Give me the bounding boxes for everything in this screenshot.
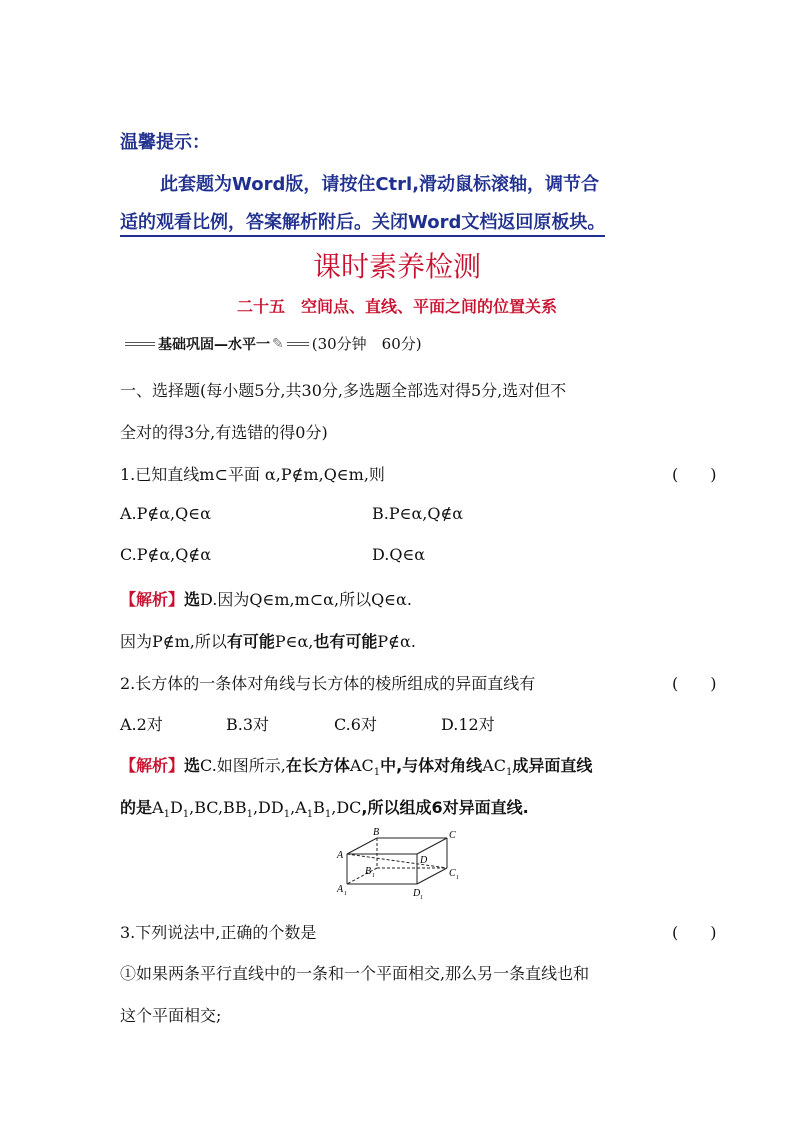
subscript: 1	[283, 809, 291, 821]
q2-analysis	[120, 753, 592, 778]
q2-answer-blank: ( )	[672, 674, 717, 693]
q2-stem: 2.长方体的一条体对角线与长方体的棱所组成的异面直线有	[120, 674, 536, 693]
subscript: 1	[324, 809, 332, 821]
q1-answer-blank: ( )	[672, 465, 717, 484]
q1-option-a: A.P∉α,Q∈α	[120, 504, 211, 523]
analysis-text-e: P∉α.	[377, 632, 416, 651]
level-label: 基础巩固—水平一	[158, 336, 270, 353]
label-d: D	[420, 855, 428, 866]
edge-b: B	[313, 798, 325, 817]
label-b1: B	[365, 866, 372, 877]
edge-list-rest: ,BC,BB	[189, 798, 247, 817]
q2-option-d: D.12对	[441, 715, 495, 734]
analysis-text-d: 也有可能	[313, 632, 378, 651]
analysis-text-c: P∈α,	[274, 632, 314, 651]
label-c1-sub: 1	[456, 875, 459, 881]
analysis-text-a: 因为P∉m,所以	[120, 632, 227, 651]
subscript: 1	[306, 809, 314, 821]
q1-analysis-line2	[120, 629, 416, 652]
analysis-label: 【解析】	[120, 590, 185, 609]
edge-sep: ,DD	[252, 798, 284, 817]
analysis-text-6: AC	[482, 756, 506, 775]
q3-answer-blank: ( )	[672, 923, 717, 942]
level-time: (30分钟 60分)	[311, 335, 422, 353]
label-b1-sub: 1	[372, 873, 375, 879]
analysis-text-1: C.如图所示,	[200, 756, 286, 775]
label-a1: A	[337, 884, 344, 895]
analysis-text-3: AC	[349, 756, 374, 775]
label-c: C	[449, 830, 456, 841]
label-d1: D	[413, 888, 421, 899]
q2-option-b: B.3对	[226, 715, 270, 734]
q3-item1-line1: ①如果两条平行直线中的一条和一个平面相交,那么另一条直线也和	[120, 964, 590, 983]
subscript: 1	[182, 809, 190, 821]
analysis-text: D.因为Q∈m,m⊂α,所以Q∈α.	[200, 590, 412, 609]
q3-stem: 3.下列说法中,正确的个数是	[120, 923, 317, 942]
edge-sep-2: ,A	[290, 798, 307, 817]
double-rule-left	[125, 342, 155, 346]
analysis-text-2: 在长方体	[285, 756, 350, 775]
tip-line-1: 此套题为Word版，请按住Ctrl,滑动鼠标滚轴，调节合	[160, 174, 600, 195]
q1-stem: 1.已知直线m⊂平面 α,P∉m,Q∈m,则	[120, 465, 385, 484]
q1-option-b: B.P∈α,Q∉α	[372, 504, 464, 523]
q3-item1-line2: 这个平面相交;	[120, 1006, 222, 1025]
label-b: B	[373, 827, 380, 838]
section-title: 二十五 空间点、直线、平面之间的位置关系	[236, 297, 557, 316]
q1-option-c: C.P∉α,Q∉α	[120, 545, 212, 564]
label-a: A	[337, 850, 344, 861]
part1-line2: 全对的得3分,有选错的得0分)	[120, 423, 328, 442]
label-a1-sub: 1	[344, 891, 347, 897]
analysis-text-5: 与体对角线	[402, 756, 483, 775]
label-c1: C	[449, 868, 456, 879]
cuboid-figure	[335, 826, 465, 906]
analysis-label: 【解析】	[120, 756, 185, 775]
pencil-icon: ✎	[272, 335, 284, 352]
q2-option-a: A.2对	[120, 715, 163, 734]
subscript: 1	[505, 767, 513, 779]
subscript: 1	[373, 767, 381, 779]
analysis-line2-tail: ,所以组成6对异面直线.	[361, 798, 529, 817]
label-d1-sub: 1	[420, 895, 423, 901]
analysis-lead: 选	[184, 756, 201, 775]
analysis-line2-lead: 的是	[120, 798, 153, 817]
analysis-text-4: 中,	[380, 756, 403, 775]
double-rule-right	[287, 342, 309, 346]
analysis-text-7: 成异面直线	[512, 756, 593, 775]
subscript: 1	[163, 809, 170, 821]
page-title: 课时素养检测	[312, 250, 481, 283]
q1-analysis	[120, 587, 412, 610]
q2-option-c: C.6对	[334, 715, 377, 734]
q1-option-d: D.Q∈α	[372, 545, 426, 564]
edge-d: D	[169, 798, 183, 817]
tip-title: 温馨提示：	[120, 132, 210, 153]
analysis-text-b: 有可能	[226, 632, 275, 651]
q2-analysis-line2	[120, 795, 529, 820]
level-row	[122, 333, 422, 354]
subscript: 1	[246, 809, 253, 821]
part1-line1: 一、选择题(每小题5分,共30分,多选题全部选对得5分,选对但不	[120, 381, 567, 400]
tip-line-2: 适的观看比例，答案解析附后。关闭Word文档返回原板块。	[120, 208, 605, 237]
edge-a1: A	[152, 798, 164, 817]
analysis-lead: 选	[184, 590, 201, 609]
edge-tail-dc: ,DC	[331, 798, 362, 817]
